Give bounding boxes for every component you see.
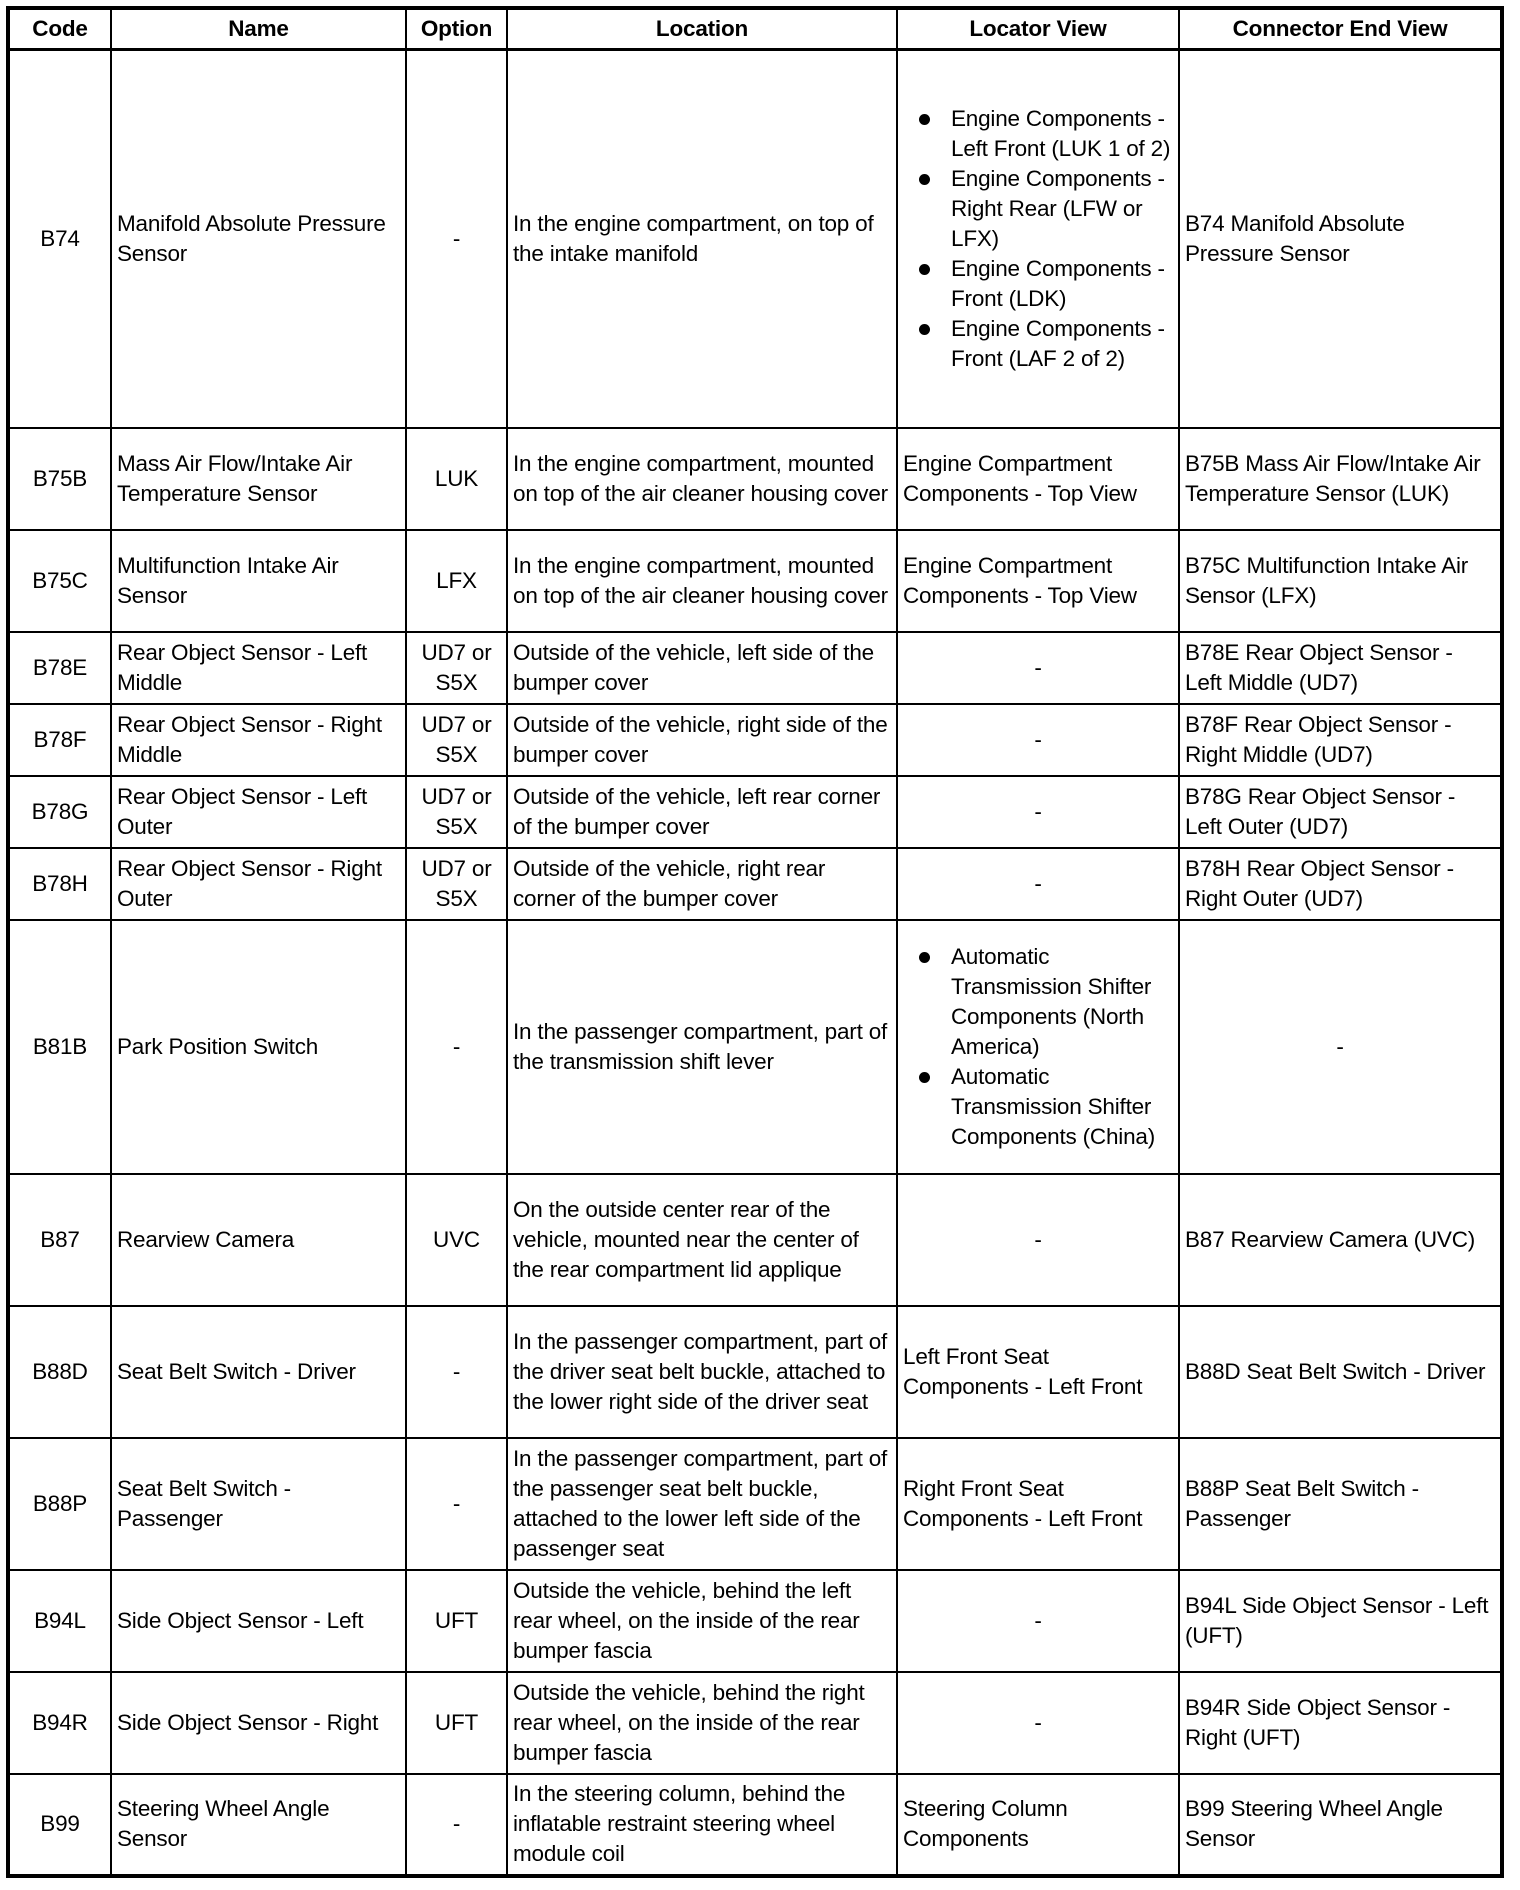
option-cell: - [406, 1438, 507, 1570]
locator-view-cell: Steering Column Components [897, 1774, 1179, 1876]
option-cell: UFT [406, 1672, 507, 1774]
header-code: Code [8, 8, 111, 50]
option-cell: UD7 or S5X [406, 704, 507, 776]
connector-end-view-cell: B75B Mass Air Flow/Intake Air Temperature Sensor (LUK) [1179, 428, 1502, 530]
code-cell: B78H [8, 848, 111, 920]
locator-view-cell: - [897, 1174, 1179, 1306]
connector-end-view-cell: B94L Side Object Sensor - Left (UFT) [1179, 1570, 1502, 1672]
component-locator-table [6, 6, 1504, 1878]
table-row [8, 632, 1502, 704]
table-row [8, 1306, 1502, 1438]
locator-view-item: Engine Components - Front (LAF 2 of 2) [951, 314, 1173, 374]
code-cell: B74 [8, 50, 111, 428]
code-cell: B78F [8, 704, 111, 776]
location-cell: In the engine compartment, on top of the intake manifold [507, 50, 897, 428]
table-row [8, 704, 1502, 776]
connector-end-view-cell: B88P Seat Belt Switch - Passenger [1179, 1438, 1502, 1570]
code-cell: B87 [8, 1174, 111, 1306]
code-cell: B94R [8, 1672, 111, 1774]
name-cell: Rearview Camera [111, 1174, 406, 1306]
locator-view-list [903, 942, 1173, 1152]
option-cell: - [406, 920, 507, 1174]
name-cell: Rear Object Sensor - Left Middle [111, 632, 406, 704]
location-cell: In the passenger compartment, part of the transmission shift lever [507, 920, 897, 1174]
table-row [8, 1672, 1502, 1774]
table-row [8, 776, 1502, 848]
header-row [8, 8, 1502, 50]
header-location: Location [507, 8, 897, 50]
name-cell: Manifold Absolute Pressure Sensor [111, 50, 406, 428]
location-cell: In the engine compartment, mounted on top of the air cleaner housing cover [507, 428, 897, 530]
location-cell: Outside the vehicle, behind the right rear wheel, on the inside of the rear bumper fascia [507, 1672, 897, 1774]
name-cell: Rear Object Sensor - Right Outer [111, 848, 406, 920]
connector-end-view-cell: B99 Steering Wheel Angle Sensor [1179, 1774, 1502, 1876]
name-cell: Rear Object Sensor - Left Outer [111, 776, 406, 848]
locator-view-cell: - [897, 848, 1179, 920]
locator-view-cell [897, 50, 1179, 428]
location-cell: Outside of the vehicle, left side of the bumper cover [507, 632, 897, 704]
table-row [8, 1438, 1502, 1570]
connector-end-view-cell: B78E Rear Object Sensor - Left Middle (UD7) [1179, 632, 1502, 704]
option-cell: UVC [406, 1174, 507, 1306]
location-cell: In the steering column, behind the inflatable restraint steering wheel module coil [507, 1774, 897, 1876]
table-row [8, 1774, 1502, 1876]
connector-end-view-cell: B78H Rear Object Sensor - Right Outer (UD7) [1179, 848, 1502, 920]
name-cell: Park Position Switch [111, 920, 406, 1174]
option-cell: LUK [406, 428, 507, 530]
connector-end-view-cell: - [1179, 920, 1502, 1174]
table-row [8, 1174, 1502, 1306]
table-row [8, 848, 1502, 920]
locator-view-cell: - [897, 632, 1179, 704]
location-cell: Outside of the vehicle, right side of the bumper cover [507, 704, 897, 776]
connector-end-view-cell: B88D Seat Belt Switch - Driver [1179, 1306, 1502, 1438]
locator-view-cell: - [897, 704, 1179, 776]
locator-view-item: Engine Components - Left Front (LUK 1 of 2) [951, 104, 1173, 164]
name-cell: Side Object Sensor - Left [111, 1570, 406, 1672]
code-cell: B94L [8, 1570, 111, 1672]
option-cell: UD7 or S5X [406, 848, 507, 920]
location-cell: In the passenger compartment, part of the passenger seat belt buckle, attached to the lower left side of the passenger seat [507, 1438, 897, 1570]
connector-end-view-cell: B87 Rearview Camera (UVC) [1179, 1174, 1502, 1306]
option-cell: LFX [406, 530, 507, 632]
option-cell: - [406, 1774, 507, 1876]
location-cell: Outside of the vehicle, left rear corner of the bumper cover [507, 776, 897, 848]
code-cell: B75B [8, 428, 111, 530]
connector-end-view-cell: B78F Rear Object Sensor - Right Middle (UD7) [1179, 704, 1502, 776]
header-option: Option [406, 8, 507, 50]
locator-view-item: Automatic Transmission Shifter Components (China) [951, 1062, 1173, 1152]
header-connector-end-view: Connector End View [1179, 8, 1502, 50]
connector-end-view-cell: B94R Side Object Sensor - Right (UFT) [1179, 1672, 1502, 1774]
locator-view-cell: Engine Compartment Components - Top View [897, 428, 1179, 530]
locator-view-cell: Engine Compartment Components - Top View [897, 530, 1179, 632]
location-cell: In the engine compartment, mounted on top of the air cleaner housing cover [507, 530, 897, 632]
option-cell: - [406, 1306, 507, 1438]
name-cell: Seat Belt Switch - Driver [111, 1306, 406, 1438]
connector-end-view-cell: B74 Manifold Absolute Pressure Sensor [1179, 50, 1502, 428]
locator-view-cell: Left Front Seat Components - Left Front [897, 1306, 1179, 1438]
locator-view-item: Engine Components - Right Rear (LFW or LFX) [951, 164, 1173, 254]
option-cell: UFT [406, 1570, 507, 1672]
name-cell: Steering Wheel Angle Sensor [111, 1774, 406, 1876]
connector-end-view-cell: B75C Multifunction Intake Air Sensor (LFX) [1179, 530, 1502, 632]
option-cell: UD7 or S5X [406, 776, 507, 848]
code-cell: B88D [8, 1306, 111, 1438]
option-cell: - [406, 50, 507, 428]
code-cell: B75C [8, 530, 111, 632]
location-cell: Outside the vehicle, behind the left rear wheel, on the inside of the rear bumper fascia [507, 1570, 897, 1672]
code-cell: B78E [8, 632, 111, 704]
locator-view-cell: - [897, 776, 1179, 848]
code-cell: B88P [8, 1438, 111, 1570]
locator-view-cell [897, 920, 1179, 1174]
connector-end-view-cell: B78G Rear Object Sensor - Left Outer (UD7) [1179, 776, 1502, 848]
locator-view-cell: - [897, 1570, 1179, 1672]
locator-view-list [903, 104, 1173, 374]
locator-view-item: Engine Components - Front (LDK) [951, 254, 1173, 314]
name-cell: Multifunction Intake Air Sensor [111, 530, 406, 632]
locator-view-cell: Right Front Seat Components - Left Front [897, 1438, 1179, 1570]
location-cell: Outside of the vehicle, right rear corner of the bumper cover [507, 848, 897, 920]
code-cell: B99 [8, 1774, 111, 1876]
code-cell: B81B [8, 920, 111, 1174]
header-name: Name [111, 8, 406, 50]
location-cell: On the outside center rear of the vehicle, mounted near the center of the rear compartment lid applique [507, 1174, 897, 1306]
header-locator-view: Locator View [897, 8, 1179, 50]
table-row [8, 920, 1502, 1174]
table-row [8, 428, 1502, 530]
code-cell: B78G [8, 776, 111, 848]
locator-view-item: Automatic Transmission Shifter Components (North America) [951, 942, 1173, 1062]
name-cell: Mass Air Flow/Intake Air Temperature Sensor [111, 428, 406, 530]
name-cell: Side Object Sensor - Right [111, 1672, 406, 1774]
table-row [8, 530, 1502, 632]
locator-view-cell: - [897, 1672, 1179, 1774]
location-cell: In the passenger compartment, part of the driver seat belt buckle, attached to the lower right side of the driver seat [507, 1306, 897, 1438]
option-cell: UD7 or S5X [406, 632, 507, 704]
name-cell: Rear Object Sensor - Right Middle [111, 704, 406, 776]
name-cell: Seat Belt Switch - Passenger [111, 1438, 406, 1570]
table-row [8, 1570, 1502, 1672]
table-row [8, 50, 1502, 428]
